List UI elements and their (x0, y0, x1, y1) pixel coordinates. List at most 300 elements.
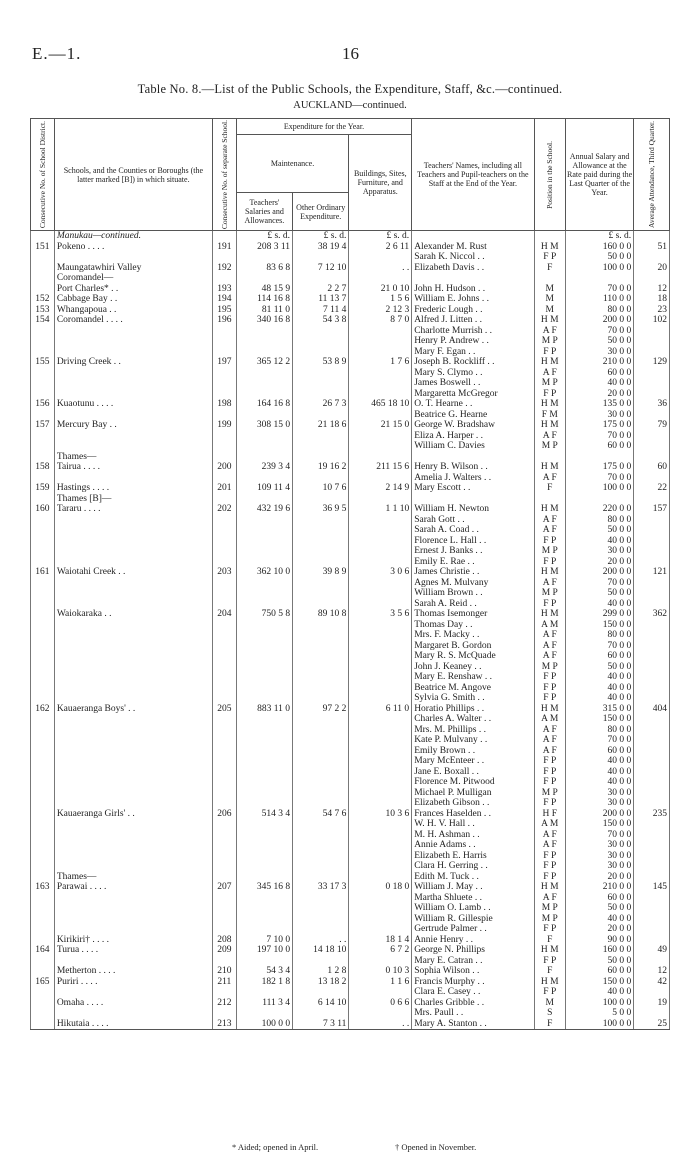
teacher-name: O. T. Hearne . . (412, 399, 534, 410)
school-name: Waiokaraka . . (54, 609, 212, 620)
school-name: Cabbage Bay . . (54, 294, 212, 305)
district-number (31, 651, 55, 662)
teachers-salaries-cell (236, 756, 292, 767)
school-name (54, 819, 212, 830)
table-row (31, 662, 670, 673)
buildings-cell: 3 0 6 (349, 567, 412, 578)
table-row (31, 462, 670, 473)
buildings-cell (349, 756, 412, 767)
other-expenditure-cell (293, 630, 349, 641)
school-name (54, 557, 212, 568)
teacher-name: Charles Gribble . . (412, 998, 534, 1009)
buildings-cell (349, 494, 412, 505)
other-expenditure-cell (293, 714, 349, 725)
teachers-salaries-cell (236, 557, 292, 568)
table-row (31, 1019, 670, 1030)
school-number (212, 830, 236, 841)
table-row (31, 746, 670, 757)
position-cell: M P (534, 441, 565, 452)
teachers-salaries-cell (236, 924, 292, 935)
school-name (54, 861, 212, 872)
district-number: 153 (31, 305, 55, 316)
attendance-cell (634, 956, 670, 967)
school-number (212, 735, 236, 746)
district-number (31, 231, 55, 242)
district-number: 161 (31, 567, 55, 578)
district-number: 158 (31, 462, 55, 473)
table-row (31, 294, 670, 305)
school-number (212, 336, 236, 347)
attendance-cell (634, 819, 670, 830)
buildings-cell (349, 525, 412, 536)
district-number: 165 (31, 977, 55, 988)
table-row (31, 483, 670, 494)
school-name (54, 735, 212, 746)
teacher-name: Ernest J. Banks . . (412, 546, 534, 557)
school-number: 208 (212, 935, 236, 946)
salary-cell: 40 0 0 (565, 914, 633, 925)
school-name (54, 683, 212, 694)
teacher-name: Frederic Lough . . (412, 305, 534, 316)
teachers-salaries-cell: 308 15 0 (236, 420, 292, 431)
position-cell: H M (534, 462, 565, 473)
table-row (31, 819, 670, 830)
teachers-salaries-cell (236, 777, 292, 788)
buildings-cell (349, 588, 412, 599)
teacher-name: George W. Bradshaw (412, 420, 534, 431)
table-row (31, 1008, 670, 1019)
salary-cell: 40 0 0 (565, 693, 633, 704)
attendance-cell (634, 620, 670, 631)
school-number (212, 788, 236, 799)
teachers-salaries-cell (236, 641, 292, 652)
position-cell: M P (534, 914, 565, 925)
buildings-cell (349, 872, 412, 883)
attendance-cell: 12 (634, 284, 670, 295)
school-number: 200 (212, 462, 236, 473)
other-expenditure-cell (293, 840, 349, 851)
school-name: Kauaeranga Boys' . . (54, 704, 212, 715)
table-row (31, 777, 670, 788)
school-name (54, 368, 212, 379)
teachers-salaries-cell: 54 3 4 (236, 966, 292, 977)
buildings-cell (349, 956, 412, 967)
table-row (31, 882, 670, 893)
other-expenditure-cell: 54 3 8 (293, 315, 349, 326)
other-expenditure-cell: 33 17 3 (293, 882, 349, 893)
school-name (54, 410, 212, 421)
position-cell: F (534, 935, 565, 946)
header-consec-school: Consecutive No. of separate School. (212, 119, 236, 231)
teachers-salaries-cell (236, 452, 292, 463)
buildings-cell (349, 1008, 412, 1019)
attendance-cell: 404 (634, 704, 670, 715)
buildings-cell (349, 389, 412, 400)
buildings-cell (349, 851, 412, 862)
other-expenditure-cell (293, 893, 349, 904)
buildings-cell (349, 252, 412, 263)
position-cell: M (534, 284, 565, 295)
school-name: Kuaotunu . . . . (54, 399, 212, 410)
attendance-cell (634, 336, 670, 347)
table-row (31, 630, 670, 641)
teacher-name: Gertrude Palmer . . (412, 924, 534, 935)
buildings-cell: 0 6 6 (349, 998, 412, 1009)
other-expenditure-cell: 26 7 3 (293, 399, 349, 410)
teacher-name: Jane E. Boxall . . (412, 767, 534, 778)
table-row (31, 273, 670, 284)
school-name (54, 851, 212, 862)
teachers-salaries-cell: 114 16 8 (236, 294, 292, 305)
school-name (54, 956, 212, 967)
attendance-cell (634, 452, 670, 463)
teacher-name: Sarah A. Reid . . (412, 599, 534, 610)
teacher-name: James Boswell . . (412, 378, 534, 389)
attendance-cell (634, 872, 670, 883)
buildings-cell (349, 336, 412, 347)
district-number (31, 798, 55, 809)
teachers-salaries-cell (236, 672, 292, 683)
school-number (212, 672, 236, 683)
teacher-name: Edith M. Tuck . . (412, 872, 534, 883)
buildings-cell: 1 1 10 (349, 504, 412, 515)
teachers-salaries-cell (236, 819, 292, 830)
position-cell: A F (534, 893, 565, 904)
teachers-salaries-cell (236, 326, 292, 337)
attendance-cell: 23 (634, 305, 670, 316)
other-expenditure-cell: 38 19 4 (293, 242, 349, 253)
teachers-salaries-cell: 432 19 6 (236, 504, 292, 515)
position-cell: M P (534, 378, 565, 389)
teachers-salaries-cell: 750 5 8 (236, 609, 292, 620)
teacher-name: Mary McEnteer . . (412, 756, 534, 767)
footnote-opened: † Opened in November. (395, 1142, 477, 1152)
district-number (31, 284, 55, 295)
school-name (54, 515, 212, 526)
teachers-salaries-cell (236, 651, 292, 662)
school-number (212, 588, 236, 599)
salary-cell: 20 0 0 (565, 924, 633, 935)
other-expenditure-cell (293, 326, 349, 337)
other-expenditure-cell: 97 2 2 (293, 704, 349, 715)
salary-cell: 20 0 0 (565, 872, 633, 883)
attendance-cell (634, 536, 670, 547)
school-name (54, 641, 212, 652)
attendance-cell: 22 (634, 483, 670, 494)
district-number (31, 914, 55, 925)
school-number: 198 (212, 399, 236, 410)
teachers-salaries-cell: 111 3 4 (236, 998, 292, 1009)
position-cell: F P (534, 777, 565, 788)
school-name: Driving Creek . . (54, 357, 212, 368)
school-number (212, 693, 236, 704)
teacher-name: Joseph B. Rockliff . . (412, 357, 534, 368)
attendance-cell (634, 347, 670, 358)
school-name: Tairua . . . . (54, 462, 212, 473)
table-row (31, 704, 670, 715)
teacher-name: Kate P. Mulvany . . (412, 735, 534, 746)
position-cell: F P (534, 599, 565, 610)
teacher-name: Mary E. Catran . . (412, 956, 534, 967)
salary-cell: 175 0 0 (565, 420, 633, 431)
attendance-cell (634, 903, 670, 914)
attendance-cell (634, 588, 670, 599)
salary-cell: 70 0 0 (565, 735, 633, 746)
school-number (212, 368, 236, 379)
school-number: 212 (212, 998, 236, 1009)
school-number (212, 756, 236, 767)
table-row (31, 515, 670, 526)
salary-cell: 20 0 0 (565, 557, 633, 568)
position-cell: F (534, 1019, 565, 1030)
buildings-cell (349, 473, 412, 484)
table-row (31, 945, 670, 956)
table-row (31, 893, 670, 904)
table-row (31, 651, 670, 662)
other-expenditure-cell (293, 851, 349, 862)
position-cell: F P (534, 536, 565, 547)
other-expenditure-cell (293, 777, 349, 788)
position-cell: F P (534, 683, 565, 694)
teachers-salaries-cell (236, 851, 292, 862)
teachers-salaries-cell (236, 914, 292, 925)
school-number (212, 452, 236, 463)
school-name: Kirikiri† . . . . (54, 935, 212, 946)
teachers-salaries-cell: 362 10 0 (236, 567, 292, 578)
school-name (54, 525, 212, 536)
school-name (54, 599, 212, 610)
district-number (31, 599, 55, 610)
salary-cell: 50 0 0 (565, 336, 633, 347)
buildings-cell (349, 452, 412, 463)
district-number (31, 326, 55, 337)
attendance-cell (634, 777, 670, 788)
school-name (54, 893, 212, 904)
district-number (31, 830, 55, 841)
attendance-cell: 18 (634, 294, 670, 305)
teacher-name: Eliza A. Harper . . (412, 431, 534, 442)
table-row (31, 252, 670, 263)
district-number (31, 767, 55, 778)
buildings-cell (349, 840, 412, 851)
table-row (31, 914, 670, 925)
school-number (212, 326, 236, 337)
school-number (212, 819, 236, 830)
school-number (212, 441, 236, 452)
school-name (54, 788, 212, 799)
buildings-cell (349, 599, 412, 610)
teachers-salaries-cell (236, 725, 292, 736)
school-number (212, 599, 236, 610)
other-expenditure-cell: 36 9 5 (293, 504, 349, 515)
other-expenditure-cell (293, 872, 349, 883)
salary-cell: 70 0 0 (565, 284, 633, 295)
table-row (31, 861, 670, 872)
school-name: Maungatawhiri Valley (54, 263, 212, 274)
salary-cell: 40 0 0 (565, 536, 633, 547)
teacher-name (412, 452, 534, 463)
school-number (212, 515, 236, 526)
buildings-cell (349, 630, 412, 641)
teacher-name: Mary R. S. McQuade (412, 651, 534, 662)
other-expenditure-cell (293, 273, 349, 284)
school-name (54, 756, 212, 767)
teachers-salaries-cell: 100 0 0 (236, 1019, 292, 1030)
table-subtitle: AUCKLAND—continued. (293, 100, 407, 111)
buildings-cell: 0 10 3 (349, 966, 412, 977)
table-row (31, 588, 670, 599)
other-expenditure-cell (293, 546, 349, 557)
school-number (212, 956, 236, 967)
buildings-cell (349, 441, 412, 452)
teachers-salaries-cell (236, 956, 292, 967)
table-row (31, 830, 670, 841)
salary-cell: 50 0 0 (565, 252, 633, 263)
attendance-cell: 20 (634, 263, 670, 274)
position-cell: F P (534, 252, 565, 263)
table-row (31, 966, 670, 977)
teacher-name: Beatrice G. Hearne (412, 410, 534, 421)
buildings-cell: 211 15 6 (349, 462, 412, 473)
attendance-cell: 145 (634, 882, 670, 893)
attendance-cell (634, 935, 670, 946)
teacher-name: Mary E. Renshaw . . (412, 672, 534, 683)
school-number: 193 (212, 284, 236, 295)
teacher-name: Annie Adams . . (412, 840, 534, 851)
other-expenditure-cell (293, 620, 349, 631)
school-name: Thames— (54, 872, 212, 883)
teacher-name: Elizabeth Davis . . (412, 263, 534, 274)
other-expenditure-cell (293, 693, 349, 704)
teachers-salaries-cell (236, 683, 292, 694)
district-number (31, 515, 55, 526)
buildings-cell (349, 672, 412, 683)
attendance-cell (634, 683, 670, 694)
school-number (212, 683, 236, 694)
school-name (54, 693, 212, 704)
attendance-cell (634, 441, 670, 452)
position-cell: H F (534, 809, 565, 820)
district-number (31, 956, 55, 967)
position-cell: H M (534, 882, 565, 893)
buildings-cell (349, 273, 412, 284)
teachers-salaries-cell (236, 515, 292, 526)
buildings-cell (349, 914, 412, 925)
document-id: E.—1. (32, 44, 82, 63)
table-row (31, 756, 670, 767)
salary-cell: 210 0 0 (565, 882, 633, 893)
teachers-salaries-cell (236, 546, 292, 557)
school-name (54, 987, 212, 998)
school-name (54, 777, 212, 788)
position-cell: H M (534, 609, 565, 620)
school-number (212, 431, 236, 442)
position-cell: A F (534, 368, 565, 379)
school-number (212, 714, 236, 725)
salary-cell: 70 0 0 (565, 326, 633, 337)
school-name: Tararu . . . . (54, 504, 212, 515)
salary-cell: 175 0 0 (565, 462, 633, 473)
district-number (31, 630, 55, 641)
other-expenditure-cell: 14 18 10 (293, 945, 349, 956)
buildings-cell: 465 18 10 (349, 399, 412, 410)
buildings-cell: 6 11 0 (349, 704, 412, 715)
district-number (31, 788, 55, 799)
table-row (31, 935, 670, 946)
position-cell: F P (534, 693, 565, 704)
attendance-cell: 129 (634, 357, 670, 368)
teachers-salaries-cell (236, 410, 292, 421)
table-row (31, 725, 670, 736)
teacher-name: William C. Davies (412, 441, 534, 452)
buildings-cell (349, 557, 412, 568)
district-number (31, 693, 55, 704)
school-number (212, 651, 236, 662)
teachers-salaries-cell: 81 11 0 (236, 305, 292, 316)
attendance-cell (634, 756, 670, 767)
position-cell: F P (534, 861, 565, 872)
attendance-cell: 362 (634, 609, 670, 620)
attendance-cell (634, 599, 670, 610)
teacher-name: William O. Lamb . . (412, 903, 534, 914)
salary-cell: 80 0 0 (565, 725, 633, 736)
district-number (31, 347, 55, 358)
other-expenditure-cell: 13 18 2 (293, 977, 349, 988)
position-cell: H M (534, 399, 565, 410)
school-name (54, 725, 212, 736)
teachers-salaries-cell (236, 987, 292, 998)
position-cell: F (534, 483, 565, 494)
table-row (31, 399, 670, 410)
school-name: Whangapoua . . (54, 305, 212, 316)
salary-cell: 315 0 0 (565, 704, 633, 715)
school-number (212, 536, 236, 547)
attendance-cell (634, 788, 670, 799)
position-cell: H M (534, 420, 565, 431)
district-number (31, 1019, 55, 1030)
teacher-name: Thomas Day . . (412, 620, 534, 631)
school-name (54, 389, 212, 400)
position-cell: A M (534, 819, 565, 830)
salary-cell: 220 0 0 (565, 504, 633, 515)
table-row (31, 641, 670, 652)
school-number (212, 924, 236, 935)
buildings-cell: 6 7 2 (349, 945, 412, 956)
salary-cell: 70 0 0 (565, 641, 633, 652)
school-name: Metherton . . . . (54, 966, 212, 977)
school-name (54, 714, 212, 725)
position-cell: A F (534, 840, 565, 851)
buildings-cell: 21 0 10 (349, 284, 412, 295)
other-expenditure-cell (293, 599, 349, 610)
header-teachers-salaries: Teachers' Salaries and Allowances. (236, 193, 292, 231)
attendance-cell: 12 (634, 966, 670, 977)
district-number (31, 966, 55, 977)
buildings-cell (349, 830, 412, 841)
buildings-cell: . . (349, 263, 412, 274)
teachers-salaries-cell (236, 714, 292, 725)
buildings-cell (349, 693, 412, 704)
school-number: 213 (212, 1019, 236, 1030)
attendance-cell (634, 851, 670, 862)
attendance-cell (634, 987, 670, 998)
school-name (54, 840, 212, 851)
table-row (31, 809, 670, 820)
position-cell: A M (534, 620, 565, 631)
school-number (212, 630, 236, 641)
position-cell: F P (534, 924, 565, 935)
table-row (31, 851, 670, 862)
